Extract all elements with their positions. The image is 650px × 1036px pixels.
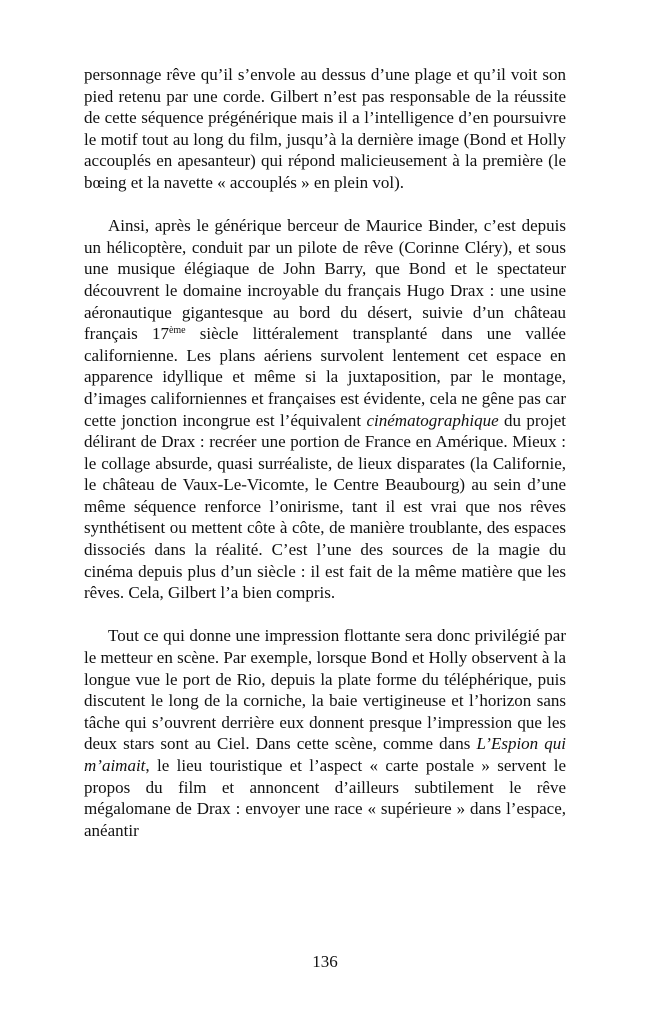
page-number: 136	[312, 952, 338, 971]
paragraph-3	[84, 625, 566, 841]
italic-cinematographique: cinématographique	[366, 410, 499, 430]
superscript-eme: ème	[168, 325, 186, 337]
page-body	[84, 64, 566, 841]
paragraph-3-text-a: Tout ce qui donne une impression flottante sera donc privilégié par le metteur en scène. Par exemple, lorsque Bond et Holly observent à la longue vue le port de Rio, depuis la plate forme du téléphérique, puis discutent le long de la corniche, la baie vertigineuse et l’horizon sans tâche qui s’ouvrent derrière eux donnent presque l’impression que les deux stars sont au Ciel. Dans cette scène, comme dans	[84, 626, 566, 754]
paragraph-3-text-b: , le lieu touristique et l’aspect « carte postale » servent le propos du film et annoncent d’ailleurs subtilement le rêve mégalomane de Drax : envoyer une race « supérieure » dans l’espace, anéantir	[84, 756, 566, 840]
paragraph-2-text-c: du projet délirant de Drax : recréer une portion de France en Amérique. Mieux : le collage absurde, quasi surréaliste, de lieux disparates (la Californie, le château de Vaux-Le-Vicomte, le Centre Beaubourg) au sein d’une même séquence renforce l’onirisme, tant il est vrai que nos rêves synthétisent ou mettent côte à côte, de manière troublante, des espaces dissociés dans la réalité. C’est l’une des sources de la magie du cinéma depuis plus d’un siècle : il est fait de la même matière que les rêves. Cela, Gilbert l’a bien compris.	[84, 410, 566, 603]
paragraph-1-text: personnage rêve qu’il s’envole au dessus d’une plage et qu’il voit son pied retenu par une corde. Gilbert n’est pas responsable de la réussite de cette séquence prégénérique mais il a l’intelligence d’en poursuivre le motif tout au long du film, jusqu’à la dernière image (Bond et Holly accouplés en apesanteur) qui répond malicieusement à la première (le bœing et la navette « accouplés » en plein vol).	[84, 65, 566, 192]
paragraph-gap	[84, 194, 566, 216]
paragraph-2-text-b: siècle littéralement transplanté dans une vallée californienne. Les plans aériens survolent lentement cet espace en apparence idyllique et même si la juxtaposition, par le montage, d’images californiennes et françaises est évidente, cela ne gêne pas car cette jonction incongrue est l’équivalent	[84, 324, 566, 430]
paragraph-gap	[84, 604, 566, 626]
paragraph-2-text-a: Ainsi, après le générique berceur de Maurice Binder, c’est depuis un hélicoptère, conduit par un pilote de rêve (Corinne Cléry), et sous une musique élégiaque de John Barry, que Bond et le spectateur découvrent le domaine incroyable du français Hugo Drax : une usine aéronautique gigantesque au bord du désert, suivie d’un château français 17	[84, 216, 566, 344]
italic-film-title: L’Espion qui m’aimait	[84, 734, 566, 775]
paragraph-2	[84, 215, 566, 604]
paragraph-1	[84, 64, 566, 194]
